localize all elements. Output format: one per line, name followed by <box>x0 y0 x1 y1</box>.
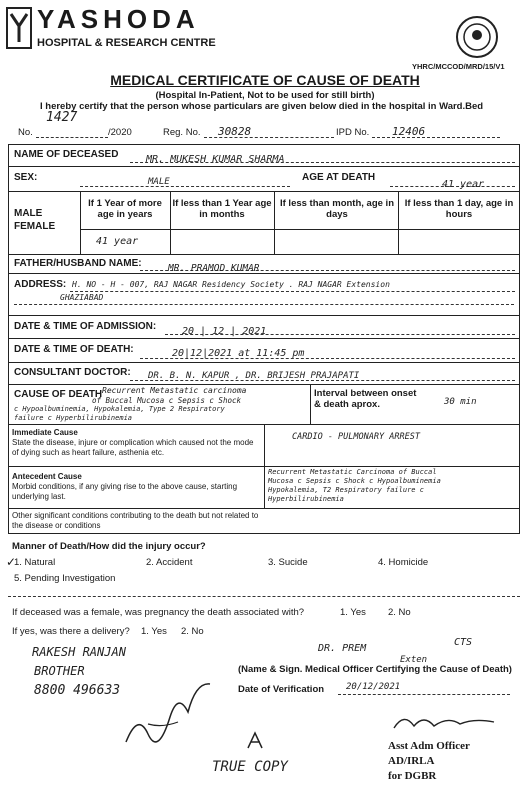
informant-phone: 8800 496633 <box>34 683 121 698</box>
admission-label: DATE & TIME OF ADMISSION: <box>14 321 157 332</box>
death-time-value: 20|12|2021 at 11:45 pm <box>172 348 305 359</box>
cause-line2: of Buccal Mucosa c Sepsis c Shock <box>92 396 242 405</box>
certify-statement: I hereby certify that the person whose particulars are given below died in the hospital in Ward.Bed <box>40 101 484 112</box>
father-label: FATHER/HUSBAND NAME: <box>14 258 142 269</box>
initials: CTS <box>454 637 473 648</box>
officer-handwritten-ext: Exten <box>400 655 428 665</box>
verification-value: 20/12/2021 <box>346 682 401 692</box>
immediate-cause-desc: State the disease, injure or complication which caused not the mode of dying such as heart failure, asthenia etc. <box>12 438 254 457</box>
nabh-seal <box>455 15 499 59</box>
reg-label: Reg. No. <box>163 127 201 138</box>
death-time-label: DATE & TIME OF DEATH: <box>14 344 134 355</box>
age-col-hours: If less than 1 day, age in hours <box>404 198 514 220</box>
age-at-death-label: AGE AT DEATH <box>302 172 376 183</box>
certificate-title: MEDICAL CERTIFICATE OF CAUSE OF DEATH <box>110 72 420 88</box>
name-value: MR. MUKESH KUMAR SHARMA <box>146 154 285 165</box>
antecedent-line2: Mucosa c Sepsis c Shock c Hypoalbuminemia <box>268 477 441 485</box>
hospital-logo <box>5 6 33 50</box>
cause-line4: failure c Hyperbilirubinemia <box>14 414 133 422</box>
antecedent-cause-desc: Morbid conditions, if any giving rise to the above cause, starting underlying last. <box>12 482 238 501</box>
no-label: No. <box>18 127 33 138</box>
manner-homicide: 4. Homicide <box>378 557 429 568</box>
signature-scribble <box>118 672 228 752</box>
verification-label: Date of Verification <box>238 684 325 695</box>
form-reference: YHRC/MCCOD/MRD/15/V1 <box>412 62 505 71</box>
certificate-subtitle: (Hospital In-Patient, Not to be used for still birth) <box>155 90 375 101</box>
manner-suicide: 3. Sucide <box>268 557 308 568</box>
ipd-value: 12406 <box>392 125 426 138</box>
male-label: MALE <box>14 208 43 219</box>
address-line1: H. NO - H - 007, RAJ NAGAR Residency Society . RAJ NAGAR Extension <box>72 280 390 289</box>
age-years-value: 41 year <box>96 236 139 247</box>
female-label: FEMALE <box>14 221 56 232</box>
manner-question: Manner of Death/How did the injury occur? <box>12 541 206 552</box>
address-label: ADDRESS: <box>14 279 67 290</box>
informant-name: RAKESH RANJAN <box>32 645 126 659</box>
true-copy-text: TRUE COPY <box>212 759 288 775</box>
natural-tick: ✓ <box>6 555 17 569</box>
reg-value: 30828 <box>218 125 252 138</box>
father-value: MR. PRAMOD KUMAR <box>168 263 260 274</box>
age-col-years: If 1 Year of more age in years <box>88 198 162 220</box>
officer-label: (Name & Sign. Medical Officer Certifying the Cause of Death) <box>238 664 512 675</box>
cause-label: CAUSE OF DEATH <box>14 389 103 400</box>
ipd-label: IPD No. <box>336 127 370 138</box>
age-col-days: If less than month, age in days <box>279 198 394 220</box>
no-year: /2020 <box>108 127 132 138</box>
hospital-brand: YASHODA <box>37 4 200 34</box>
antecedent-cause-title: Antecedent Cause <box>12 472 82 481</box>
delivery-question: If yes, was there a delivery? <box>12 626 130 637</box>
interval-value: 30 min <box>444 397 477 407</box>
sex-label: SEX: <box>14 172 38 183</box>
stamp-line-3: for DGBR <box>388 770 437 782</box>
cause-line3: c Hypoalbuminemia, Hypokalemia, Type 2 Respiratory <box>14 405 225 413</box>
delivery-yes: 1. Yes <box>141 626 167 637</box>
age-at-death-value: 41 year <box>442 179 485 190</box>
antecedent-line4: Hyperbilirubinemia <box>268 495 344 503</box>
interval-label: Interval between onset & death aprox. <box>314 388 417 410</box>
officer-handwritten-name: DR. PREM <box>318 643 367 654</box>
delivery-no: 2. No <box>181 626 204 637</box>
stamp-line-1: Asst Adm Officer <box>388 740 470 752</box>
address-line2: GHAZIABAD <box>60 293 104 302</box>
stamp-line-2: AD/IRLA <box>388 755 435 767</box>
name-label: NAME OF DECEASED <box>14 149 119 160</box>
admission-value: 20 | 12 | 2021 <box>182 326 267 337</box>
officer-signature <box>390 708 500 736</box>
manner-natural: 1. Natural <box>14 557 56 568</box>
antecedent-line3: Hypokalemia, T2 Respiratory failure c <box>268 486 424 494</box>
pregnancy-question: If deceased was a female, was pregnancy the death associated with? <box>12 607 305 618</box>
consultant-value: DR. B. N. KAPUR , DR. BRIJESH PRAJAPATI <box>148 371 360 381</box>
signature-mark <box>244 730 266 752</box>
cause-line1: Recurrent Metastatic carcinoma <box>102 386 247 395</box>
pregnancy-no: 2. No <box>388 607 411 618</box>
manner-pending: 5. Pending Investigation <box>14 573 116 584</box>
consultant-label: CONSULTANT DOCTOR: <box>14 367 131 378</box>
manner-accident: 2. Accident <box>146 557 193 568</box>
antecedent-line1: Recurrent Metastatic Carcinoma of Buccal <box>268 468 437 476</box>
hospital-subtitle: HOSPITAL & RESEARCH CENTRE <box>37 37 216 49</box>
sex-value: MALE <box>148 177 170 187</box>
other-conditions-desc: Other significant conditions contributing to the death but not related to the disease or conditions <box>12 511 259 530</box>
no-value: 1427 <box>46 110 78 125</box>
informant-relation: BROTHER <box>34 664 85 678</box>
age-col-months: If less than 1 Year age in months <box>172 198 272 220</box>
immediate-cause-value: CARDIO - PULMONARY ARREST <box>292 432 420 442</box>
immediate-cause-title: Immediate Cause <box>12 428 78 437</box>
pregnancy-yes: 1. Yes <box>340 607 366 618</box>
